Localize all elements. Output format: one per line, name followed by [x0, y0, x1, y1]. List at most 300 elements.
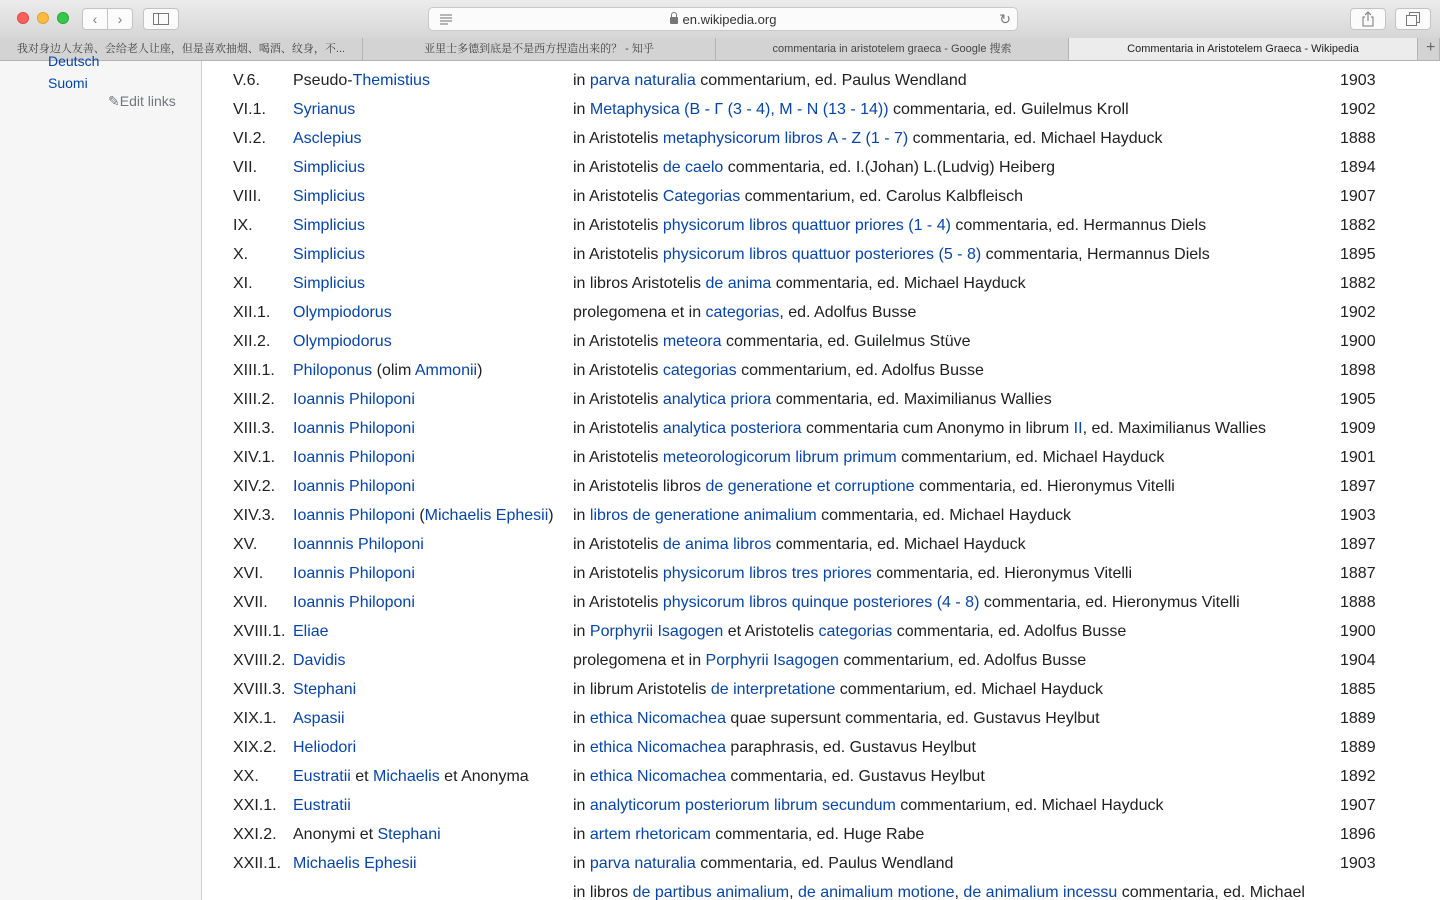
reload-icon[interactable]: ↻: [999, 11, 1011, 27]
work-title: [573, 361, 984, 381]
work-title-link[interactable]: Porphyrii Isagogen: [705, 652, 839, 669]
author-text: et Anonyma: [439, 768, 529, 785]
table-row: [203, 883, 1440, 900]
publication-year: 1900: [1340, 623, 1376, 640]
author-link[interactable]: Eliae: [293, 623, 329, 640]
work-title: [573, 158, 1055, 178]
volume-number: XVIII.2.: [233, 652, 286, 669]
volume-number: XV.: [233, 536, 258, 553]
work-title-link[interactable]: metaphysicorum libros Α - Ζ (1 - 7): [662, 130, 909, 147]
volume-number: XIX.2.: [233, 739, 277, 756]
author-text: ): [548, 507, 554, 524]
author: [293, 187, 365, 207]
author: [293, 854, 417, 874]
author: [293, 100, 355, 120]
table-row: [203, 419, 1440, 448]
window-titlebar: [0, 0, 1440, 39]
work-title-link[interactable]: analyticorum posteriorum librum secundum: [589, 797, 896, 814]
publication-year: 1903: [1340, 507, 1376, 524]
table-row: [203, 506, 1440, 535]
volume-number: XI.: [233, 275, 253, 292]
work-title-link[interactable]: categorias: [662, 362, 737, 379]
author-text: Anonymi et: [293, 826, 378, 843]
sidebar-toggle-button[interactable]: [143, 8, 179, 30]
work-title: [573, 274, 1026, 294]
volume-number: XIV.3.: [233, 507, 276, 524]
volume-number: XIV.1.: [233, 449, 276, 466]
work-title-link[interactable]: ethica Nicomachea: [589, 739, 726, 756]
share-icon: [1361, 11, 1375, 27]
tab-zhihu-question-2[interactable]: 亚里士多德到底是不是西方捏造出来的？ - 知乎: [363, 38, 716, 60]
table-row: [203, 187, 1440, 216]
author: [293, 680, 356, 700]
work-title: [573, 767, 985, 787]
work-title-text: commentaria, ed. Michael Hayduck: [771, 536, 1026, 553]
author-link[interactable]: Ioannis Philoponi: [293, 391, 415, 408]
volume-number: VI.2.: [233, 130, 266, 147]
work-title-text: in Aristotelis: [573, 391, 663, 408]
back-button[interactable]: [82, 8, 108, 30]
author-link[interactable]: Asclepius: [293, 130, 362, 147]
author-text: et: [350, 768, 374, 785]
show-tabs-button[interactable]: [1395, 8, 1431, 30]
work-title-link[interactable]: physicorum libros quattuor priores (1 - 4): [662, 217, 951, 234]
author-link[interactable]: Themistius: [352, 72, 430, 89]
work-title: [573, 593, 1240, 613]
work-title-text: prolegomena et in: [573, 652, 706, 669]
work-title-link[interactable]: ethica Nicomachea: [589, 768, 726, 785]
author-link[interactable]: Michaelis Ephesii: [424, 507, 549, 524]
work-title: [573, 709, 1100, 729]
table-row: [203, 738, 1440, 767]
work-title-text: prolegomena et in: [573, 304, 706, 321]
work-title-text: commentarium, ed. Adolfus Busse: [736, 362, 984, 379]
work-title-text: commentaria, ed. Guilelmus Kroll: [888, 101, 1129, 118]
volume-number: XIX.1.: [233, 710, 277, 727]
author: [293, 825, 441, 845]
work-title-text: in Aristotelis: [573, 188, 663, 205]
pencil-icon: ✎: [108, 93, 120, 109]
close-window-button[interactable]: [17, 12, 29, 24]
work-title-text: in librum Aristotelis: [573, 681, 711, 698]
work-title-text: commentarium, ed. Michael Hayduck: [895, 797, 1164, 814]
work-title: [573, 448, 1164, 468]
work-title: [573, 738, 976, 758]
publication-year: 1897: [1340, 536, 1376, 553]
work-title-link[interactable]: parva naturalia: [589, 855, 696, 872]
volume-number: XVII.: [233, 594, 268, 611]
publication-year: 1882: [1340, 275, 1376, 292]
new-tab-button[interactable]: +: [1418, 38, 1440, 60]
publication-year: 1882: [1340, 217, 1376, 234]
author-link[interactable]: Ioannis Philoponi: [293, 565, 415, 582]
table-row: [203, 477, 1440, 506]
table-row: [203, 158, 1440, 187]
work-title: [573, 825, 924, 845]
table-row: [203, 245, 1440, 274]
work-title: [573, 303, 916, 323]
publication-year: 1888: [1340, 130, 1376, 147]
work-title-text: commentaria, ed. Maximilianus Wallies: [771, 391, 1052, 408]
author-link[interactable]: Heliodori: [293, 739, 357, 756]
work-title-text: , ed. Adolfus Busse: [779, 304, 917, 321]
work-title: [573, 796, 1163, 816]
work-title-text: in Aristotelis: [573, 536, 663, 553]
author-link[interactable]: Michaelis Ephesii: [293, 855, 417, 872]
volume-number: XXI.2.: [233, 826, 277, 843]
author-link[interactable]: Syrianus: [293, 101, 356, 118]
work-title-text: in: [573, 855, 590, 872]
work-title-text: commentaria, ed. Michael Hayduck: [908, 130, 1163, 147]
work-title: [573, 216, 1206, 236]
work-title: [573, 883, 1305, 900]
minimize-window-button[interactable]: [37, 12, 49, 24]
publication-year: 1889: [1340, 739, 1376, 756]
author-link[interactable]: Eustratii: [293, 797, 351, 814]
work-title-text: paraphrasis, ed. Gustavus Heylbut: [725, 739, 976, 756]
work-title-link[interactable]: analytica posteriora: [662, 420, 802, 437]
work-title-text: commentaria, ed. Paulus Wendland: [695, 855, 954, 872]
volume-number: XVIII.3.: [233, 681, 286, 698]
work-title-link[interactable]: de caelo: [662, 159, 724, 176]
work-title-link[interactable]: Porphyrii Isagogen: [589, 623, 724, 640]
volume-number: VII.: [233, 159, 258, 176]
tab-wikipedia-active[interactable]: Commentaria in Aristotelem Graeca - Wikipedia: [1069, 38, 1418, 60]
table-row: [203, 796, 1440, 825]
author: [293, 448, 415, 468]
author: [293, 274, 365, 294]
work-title-text: commentaria, ed. Gustavus Heylbut: [725, 768, 985, 785]
table-row: [203, 216, 1440, 245]
work-title-text: in libros: [573, 884, 633, 900]
work-title-text: commentarium, ed. Carolus Kalbfleisch: [740, 188, 1023, 205]
work-title-link[interactable]: de anima: [705, 275, 772, 292]
author-link[interactable]: Aspasii: [293, 710, 345, 727]
work-title-text: in libros Aristotelis: [573, 275, 706, 292]
publication-year: 1889: [1340, 710, 1376, 727]
work-title: [573, 100, 1129, 120]
wiki-sidebar: [0, 53, 202, 900]
author-link[interactable]: Ioannis Philoponi: [293, 478, 415, 495]
author-link[interactable]: Simplicius: [293, 246, 366, 263]
work-title-link[interactable]: de animalium incessu: [963, 884, 1118, 900]
chevron-left-icon: ‹: [92, 11, 98, 27]
work-title-text: in: [573, 507, 590, 524]
work-title-link[interactable]: Categorias: [662, 188, 741, 205]
author-link[interactable]: Olympiodorus: [293, 333, 392, 350]
work-title: [573, 564, 1132, 584]
work-title-text: in: [573, 623, 590, 640]
publication-year: 1888: [1340, 594, 1376, 611]
author: [293, 71, 430, 91]
work-title-text: commentaria, ed. Michael: [1117, 884, 1305, 900]
author-link[interactable]: Ioannis Philoponi: [293, 507, 415, 524]
work-title-link[interactable]: categorias: [818, 623, 893, 640]
author: [293, 535, 424, 555]
publication-year: 1900: [1340, 333, 1376, 350]
work-title-text: in: [573, 739, 590, 756]
author-text: ): [477, 362, 483, 379]
author: [293, 245, 365, 265]
work-title: [573, 651, 1086, 671]
work-title-link[interactable]: de partibus animalium: [632, 884, 790, 900]
author: [293, 303, 392, 323]
work-title-text: in: [573, 797, 590, 814]
author-text: (: [414, 507, 425, 524]
author-link[interactable]: Olympiodorus: [293, 304, 392, 321]
author: [293, 796, 351, 816]
volume-number: XIV.2.: [233, 478, 276, 495]
work-title-link[interactable]: analytica priora: [662, 391, 772, 408]
work-title-link[interactable]: de interpretatione: [710, 681, 836, 698]
author: [293, 129, 361, 149]
author-link[interactable]: Ammonii: [414, 362, 478, 379]
volume-number: XII.1.: [233, 304, 271, 321]
edit-links-link[interactable]: [108, 93, 176, 110]
table-row: [203, 448, 1440, 477]
table-row: [203, 825, 1440, 854]
tab-zhihu-question-1[interactable]: 我对身边人友善、会给老人让座，但是喜欢抽烟、喝酒、纹身，不...: [0, 38, 363, 60]
work-title: [573, 477, 1175, 497]
work-title-text: in Aristotelis: [573, 594, 663, 611]
table-row: [203, 71, 1440, 100]
table-row: [203, 129, 1440, 158]
work-title-link[interactable]: de anima libros: [662, 536, 772, 553]
work-title-text: in: [573, 101, 590, 118]
author: [293, 158, 365, 178]
volume-number: XII.2.: [233, 333, 271, 350]
author-link[interactable]: Stephani: [377, 826, 441, 843]
work-title-text: in Aristotelis libros: [573, 478, 706, 495]
tab-bar: [0, 38, 1440, 61]
table-row: [203, 622, 1440, 651]
table-row: [203, 651, 1440, 680]
work-title: [573, 245, 1210, 265]
author: [293, 738, 356, 758]
work-title: [573, 535, 1026, 555]
work-title-text: in: [573, 768, 590, 785]
author-link[interactable]: Simplicius: [293, 275, 366, 292]
work-title-link[interactable]: meteorologicorum librum primum: [662, 449, 897, 466]
author-link[interactable]: Davidis: [293, 652, 346, 669]
table-row: [203, 535, 1440, 564]
publication-year: 1904: [1340, 652, 1376, 669]
work-title-text: in Aristotelis: [573, 217, 663, 234]
table-row: [203, 100, 1440, 129]
publication-year: 1903: [1340, 72, 1376, 89]
language-link-suomi[interactable]: Suomi: [48, 75, 88, 91]
work-title: [573, 332, 971, 352]
volume-number: X.: [233, 246, 249, 263]
work-title-text: ,: [789, 884, 798, 900]
work-title-text: in: [573, 72, 590, 89]
work-title-text: commentaria, ed. Hieronymus Vitelli: [914, 478, 1175, 495]
table-row: [203, 593, 1440, 622]
volume-number: VI.1.: [233, 101, 266, 118]
publication-year: 1898: [1340, 362, 1376, 379]
work-title-link[interactable]: Metaphysica (Β - Γ (3 - 4), Μ - Ν (13 - 14)): [589, 101, 889, 118]
work-title-text: in Aristotelis: [573, 565, 663, 582]
work-title-text: in Aristotelis: [573, 362, 663, 379]
author: [293, 216, 365, 236]
table-row: [203, 709, 1440, 738]
edit-links-label: Edit links: [119, 93, 176, 109]
work-title-text: ,: [954, 884, 964, 900]
language-link-deutsch[interactable]: Deutsch: [48, 53, 100, 69]
author: [293, 332, 392, 352]
sidebar-icon: [153, 13, 169, 25]
author-text: (olim: [372, 362, 415, 379]
url-text: en.wikipedia.org: [682, 11, 777, 27]
author: [293, 419, 415, 439]
work-title-link[interactable]: de generatione et corruptione: [705, 478, 915, 495]
work-title-link[interactable]: parva naturalia: [589, 72, 696, 89]
work-title: [573, 622, 1126, 642]
table-row: [203, 767, 1440, 796]
work-title: [573, 680, 1103, 700]
volume-number: XIII.2.: [233, 391, 275, 408]
table-row: [203, 390, 1440, 419]
publication-year: 1895: [1340, 246, 1376, 263]
author-link[interactable]: Ioannis Philoponi: [293, 449, 415, 466]
work-title-text: commentarium, ed. Paulus Wendland: [695, 72, 967, 89]
work-title-text: quae supersunt commentaria, ed. Gustavus Heylbut: [725, 710, 1100, 727]
work-title-text: in: [573, 710, 590, 727]
work-title-text: commentaria, ed. Huge Rabe: [710, 826, 925, 843]
tabs-overview-icon: [1406, 12, 1420, 26]
work-title: [573, 854, 953, 874]
publication-year: 1902: [1340, 101, 1376, 118]
volumes-table: [203, 61, 1440, 900]
author-link[interactable]: Stephani: [293, 681, 357, 698]
author-link[interactable]: Simplicius: [293, 188, 366, 205]
work-title-text: commentaria, ed. Guilelmus Stüve: [721, 333, 971, 350]
volume-number: XXII.1.: [233, 855, 282, 872]
address-bar[interactable]: [428, 7, 1018, 31]
work-title-link[interactable]: physicorum libros tres priores: [662, 565, 872, 582]
publication-year: 1885: [1340, 681, 1376, 698]
author: [293, 767, 529, 787]
chevron-right-icon: ›: [117, 11, 123, 27]
work-title-text: in Aristotelis: [573, 449, 663, 466]
publication-year: 1887: [1340, 565, 1376, 582]
author-link[interactable]: Ioannis Philoponi: [293, 594, 415, 611]
work-title-text: commentarium, ed. Adolfus Busse: [838, 652, 1087, 669]
work-title-text: commentaria cum Anonymo in librum: [801, 420, 1074, 437]
author: [293, 390, 415, 410]
volume-number: XIII.1.: [233, 362, 275, 379]
work-title-text: commentaria, ed. Hermannus Diels: [950, 217, 1207, 234]
publication-year: 1905: [1340, 391, 1376, 408]
publication-year: 1894: [1340, 159, 1376, 176]
work-title-text: commentaria, ed. Michael Hayduck: [771, 275, 1026, 292]
table-row: [203, 854, 1440, 883]
author-link[interactable]: Eustratii: [293, 768, 351, 785]
work-title: [573, 129, 1163, 149]
table-row: [203, 332, 1440, 361]
publication-year: 1896: [1340, 826, 1376, 843]
share-button[interactable]: [1350, 8, 1386, 30]
zoom-window-button[interactable]: [57, 12, 69, 24]
publication-year: 1903: [1340, 855, 1376, 872]
author-link[interactable]: Ioannis Philoponi: [293, 420, 415, 437]
lock-icon: [670, 17, 678, 24]
work-title-link[interactable]: artem rhetoricam: [589, 826, 711, 843]
publication-year: 1907: [1340, 188, 1376, 205]
table-row: [203, 274, 1440, 303]
work-title: [573, 506, 1071, 526]
volume-number: XVIII.1.: [233, 623, 286, 640]
volume-number: XIII.3.: [233, 420, 275, 437]
author-link[interactable]: Philoponus: [293, 362, 373, 379]
forward-button[interactable]: [107, 8, 133, 30]
author: [293, 593, 415, 613]
volume-number: XX.: [233, 768, 259, 785]
work-title-text: in Aristotelis: [573, 130, 663, 147]
author-link[interactable]: Simplicius: [293, 159, 366, 176]
work-title-link[interactable]: physicorum libros quattuor posteriores (5 - 8): [662, 246, 982, 263]
volume-number: V.6.: [233, 72, 260, 89]
work-title-text: commentarium, ed. Michael Hayduck: [896, 449, 1165, 466]
work-title-text: commentaria, ed. Hieronymus Vitelli: [871, 565, 1133, 582]
author-text: Pseudo-: [293, 72, 353, 89]
work-title-text: in: [573, 826, 590, 843]
work-title-text: , ed. Maximilianus Wallies: [1082, 420, 1267, 437]
work-title-link[interactable]: de animalium motione: [798, 884, 955, 900]
author: [293, 361, 482, 381]
table-row: [203, 303, 1440, 332]
publication-year: 1902: [1340, 304, 1376, 321]
author-link[interactable]: Simplicius: [293, 217, 366, 234]
author-link[interactable]: Michaelis: [373, 768, 440, 785]
author-link[interactable]: Ioannnis Philoponi: [293, 536, 424, 553]
work-title-text: commentaria, ed. I.(Johan) L.(Ludvig) Heiberg: [723, 159, 1056, 176]
work-title-text: et Aristotelis: [723, 623, 819, 640]
table-row: [203, 680, 1440, 709]
work-title-text: in Aristotelis: [573, 420, 663, 437]
work-title-text: commentaria, ed. Hieronymus Vitelli: [979, 594, 1240, 611]
work-title-text: in Aristotelis: [573, 333, 663, 350]
publication-year: 1892: [1340, 768, 1376, 785]
tab-google-search[interactable]: commentaria in aristotelem graeca - Google 搜索: [716, 38, 1069, 60]
author: [293, 506, 554, 526]
work-title-text: in Aristotelis: [573, 246, 663, 263]
publication-year: 1909: [1340, 420, 1376, 437]
work-title: [573, 71, 967, 91]
publication-year: 1901: [1340, 449, 1376, 466]
author: [293, 709, 345, 729]
table-row: [203, 564, 1440, 593]
work-title-link[interactable]: physicorum libros quinque posteriores (4 - 8): [662, 594, 980, 611]
author: [293, 622, 329, 642]
volume-number: XXI.1.: [233, 797, 277, 814]
work-title-link[interactable]: meteora: [662, 333, 722, 350]
work-title-link[interactable]: II: [1073, 420, 1083, 437]
work-title-text: commentaria, ed. Michael Hayduck: [816, 507, 1072, 524]
table-row: [203, 361, 1440, 390]
volume-number: IX.: [233, 217, 253, 234]
author: [293, 477, 415, 497]
work-title: [573, 390, 1052, 410]
work-title-link[interactable]: ethica Nicomachea: [589, 710, 726, 727]
volume-number: XVI.: [233, 565, 264, 582]
work-title-text: commentaria, Hermannus Diels: [981, 246, 1210, 263]
reader-icon[interactable]: [439, 13, 453, 25]
work-title-link[interactable]: libros de generatione animalium: [589, 507, 817, 524]
work-title-link[interactable]: categorias: [705, 304, 780, 321]
publication-year: 1907: [1340, 797, 1376, 814]
work-title-text: in Aristotelis: [573, 159, 663, 176]
